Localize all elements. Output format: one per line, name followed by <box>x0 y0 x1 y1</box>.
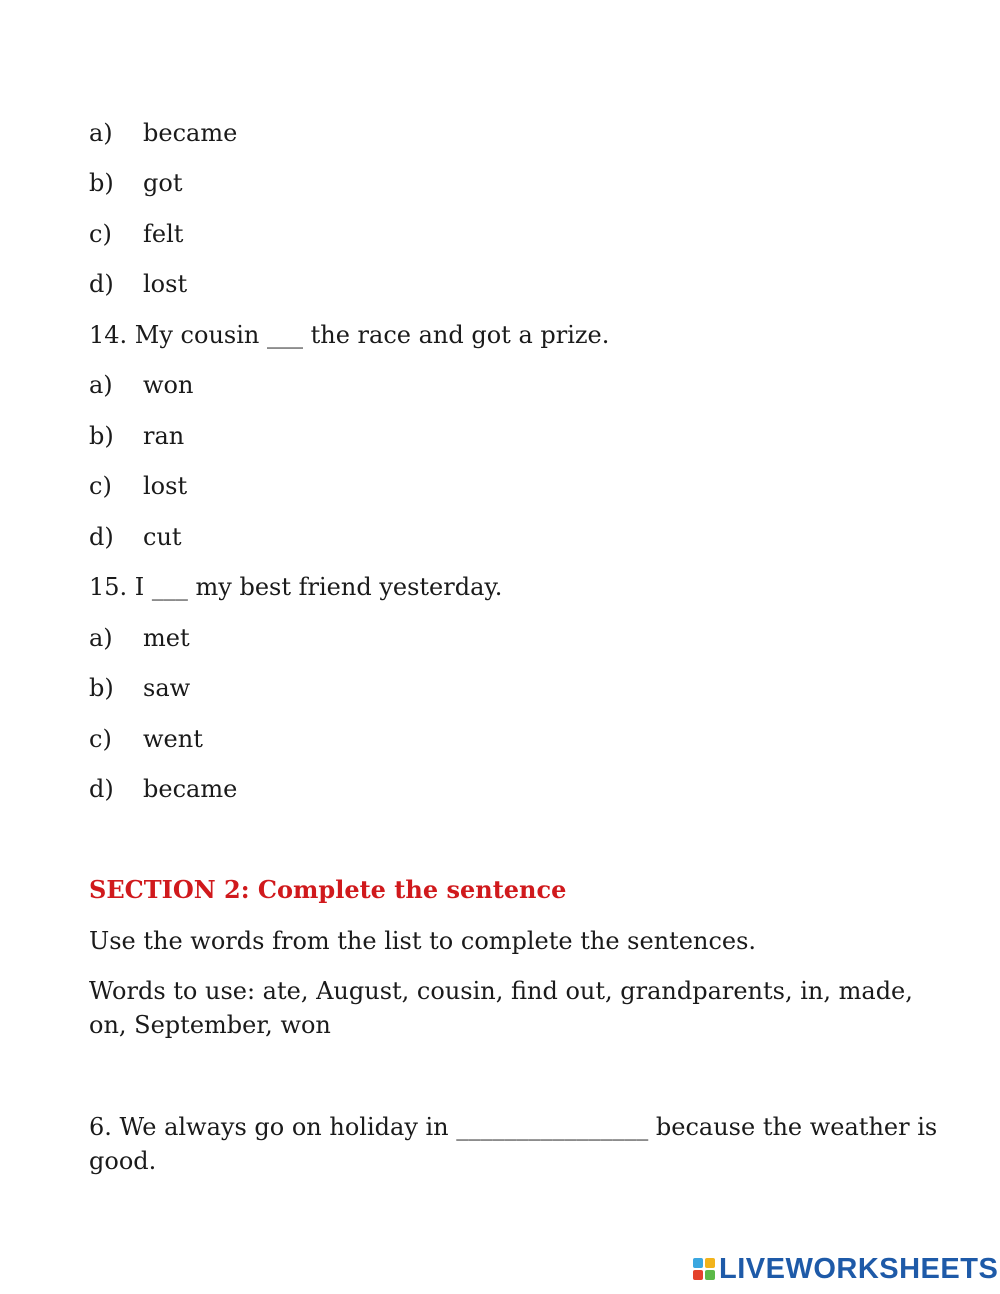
option-text: went <box>143 725 203 753</box>
option-letter: d) <box>89 270 114 298</box>
option-text: saw <box>143 674 191 702</box>
logo-text: LIVEWORKSHEETS <box>719 1252 999 1285</box>
option-letter: b) <box>89 169 114 197</box>
option-letter: a) <box>89 119 113 147</box>
option-letter: c) <box>89 725 112 753</box>
q15-question: 15. I ___ my best friend yesterday. <box>89 573 503 601</box>
option-text: became <box>143 119 238 147</box>
option-text: met <box>143 624 190 652</box>
option-text: lost <box>143 270 188 298</box>
q14-option-a[interactable] <box>89 368 193 402</box>
option-letter: b) <box>89 422 114 450</box>
q14-option-c[interactable] <box>89 469 187 503</box>
liveworksheets-logo <box>693 1252 998 1286</box>
q15-option-a[interactable] <box>89 621 190 655</box>
option-text: felt <box>143 220 184 248</box>
option-letter: d) <box>89 523 114 551</box>
q6-sentence: 6. We always go on holiday in ________________ because the weather is good. <box>89 1113 938 1175</box>
q15-option-b[interactable] <box>89 671 190 705</box>
logo-mark-icon <box>693 1258 715 1280</box>
logo-mark-tile <box>693 1270 703 1280</box>
option-letter: c) <box>89 472 112 500</box>
logo-mark-tile <box>693 1258 703 1268</box>
q14-option-b[interactable] <box>89 419 184 453</box>
logo-mark-tile <box>705 1258 715 1268</box>
q15-option-c[interactable] <box>89 722 203 756</box>
q14-option-d[interactable] <box>89 520 182 554</box>
option-letter: a) <box>89 624 113 652</box>
option-text: lost <box>143 472 188 500</box>
section-2-heading: SECTION 2: Complete the sentence <box>89 875 567 904</box>
option-text: became <box>143 775 238 803</box>
words-to-use: Words to use: ate, August, cousin, find out, grandparents, in, made, on, September, won <box>89 977 913 1039</box>
option-letter: a) <box>89 371 113 399</box>
option-letter: c) <box>89 220 112 248</box>
q13-option-c[interactable] <box>89 217 183 251</box>
option-text: ran <box>143 422 185 450</box>
option-letter: b) <box>89 674 114 702</box>
logo-mark-tile <box>705 1270 715 1280</box>
option-letter: d) <box>89 775 114 803</box>
option-text: got <box>143 169 183 197</box>
option-text: won <box>143 371 194 399</box>
q13-option-d[interactable] <box>89 267 187 301</box>
section-2-instruction: Use the words from the list to complete the sentences. <box>89 927 757 955</box>
q13-option-a[interactable] <box>89 116 237 150</box>
q15-option-d[interactable] <box>89 772 237 806</box>
q13-option-b[interactable] <box>89 166 182 200</box>
q14-question: 14. My cousin ___ the race and got a prize. <box>89 321 610 349</box>
option-text: cut <box>143 523 182 551</box>
